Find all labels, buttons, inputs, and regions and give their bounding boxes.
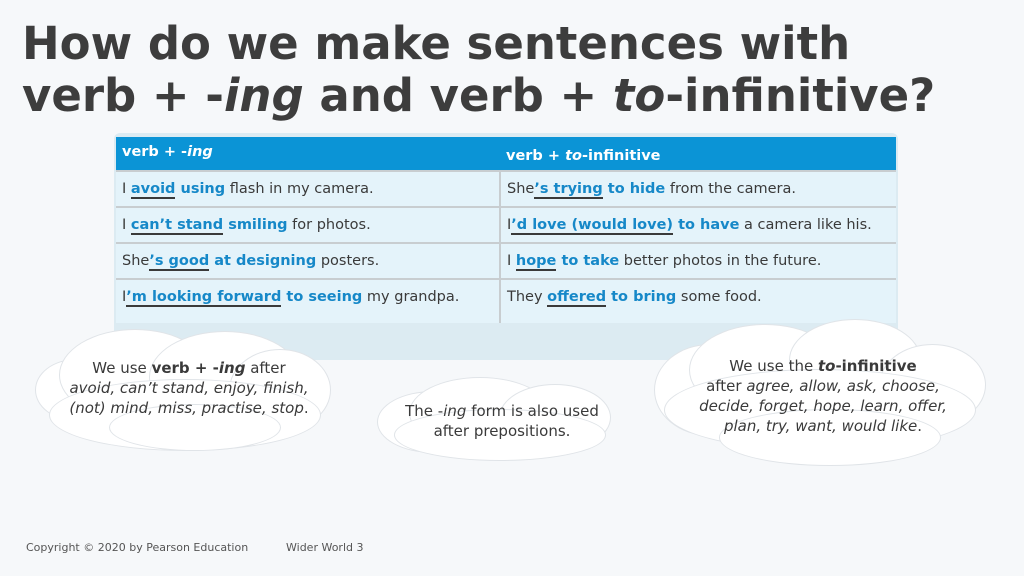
example-text: posters. — [316, 253, 380, 269]
example-text: better photos in the future. — [619, 253, 822, 269]
example-text: my grandpa. — [362, 289, 460, 305]
title-line-1: How do we make sentences with — [22, 17, 851, 70]
header-text: -infinitive — [581, 148, 661, 164]
example-to-infinitive — [500, 243, 896, 279]
bubble-text: ing — [443, 402, 467, 420]
bubble-text: form is also used after prepositions. — [433, 402, 599, 440]
bubble-text: We use — [92, 359, 152, 377]
example-text: a camera like his. — [739, 217, 872, 233]
footer-copyright: Copyright © 2020 by Pearson Education — [26, 541, 249, 554]
footer-book: Wider World 3 — [286, 541, 364, 554]
example-text: to bring — [606, 289, 677, 305]
example-text: I — [507, 253, 516, 269]
bubble-text: to — [817, 357, 836, 375]
example-text: flash in my camera. — [225, 181, 374, 197]
header-text: to — [565, 148, 582, 164]
bubble-text: -infinitive — [835, 357, 917, 375]
header-text: verb + — [506, 148, 566, 164]
title-part: verb + - — [22, 69, 224, 122]
bubble-text: verb + - — [151, 359, 219, 377]
table-row — [116, 171, 896, 207]
example-text: to have — [673, 217, 740, 233]
example-text: They — [507, 289, 548, 305]
example-text: for photos. — [287, 217, 371, 233]
example-text: to take — [556, 253, 620, 269]
example-text: ’s good — [149, 253, 210, 269]
example-text: I — [507, 217, 512, 233]
example-ing — [116, 171, 500, 207]
example-text: avoid — [130, 181, 176, 197]
bubble-text: . — [917, 417, 923, 435]
header-text: ing — [187, 144, 213, 160]
table-row — [116, 279, 896, 323]
bubble-text: after — [706, 377, 747, 395]
example-text: at designing — [209, 253, 317, 269]
table-row — [116, 243, 896, 279]
example-text: I — [122, 217, 131, 233]
example-text: some food. — [676, 289, 762, 305]
example-text: She — [507, 181, 535, 197]
example-text: ’d love (would love) — [511, 217, 674, 233]
example-text: from the camera. — [665, 181, 796, 197]
bubble-text: . — [303, 399, 309, 417]
bubble-text: after — [245, 359, 286, 377]
header-text: verb + - — [122, 144, 188, 160]
example-text: I — [122, 289, 127, 305]
title-part: and verb + — [303, 69, 613, 122]
example-to-infinitive — [500, 279, 896, 323]
example-text: ’m looking forward — [126, 289, 282, 305]
page-title — [22, 18, 1012, 122]
example-text: using — [175, 181, 226, 197]
example-to-infinitive — [500, 207, 896, 243]
bubble-text: agree, allow, ask, choose, decide, forget, hope, learn, offer, plan, try, want, would like — [699, 377, 947, 435]
bubble-text: ing — [218, 359, 246, 377]
title-part: to — [612, 69, 666, 122]
example-ing — [116, 243, 500, 279]
example-text: hope — [515, 253, 557, 269]
bubble-verb-ing — [64, 358, 314, 418]
bubble-to-infinitive — [694, 356, 952, 436]
title-part: ing — [223, 69, 304, 122]
example-text: She — [122, 253, 150, 269]
bubble-prepositions — [392, 401, 612, 441]
example-text: can’t stand — [130, 217, 224, 233]
example-text: to seeing — [281, 289, 363, 305]
example-text: to hide — [602, 181, 666, 197]
example-ing — [116, 279, 500, 323]
example-text: smiling — [223, 217, 288, 233]
header-verb-to-infinitive — [500, 137, 896, 171]
example-text: I — [122, 181, 131, 197]
bubble-text: The - — [405, 402, 444, 420]
example-text: offered — [547, 289, 607, 305]
header-verb-ing — [116, 137, 500, 171]
bubble-text: We use the — [729, 357, 818, 375]
title-part: -infinitive? — [665, 69, 936, 122]
example-ing — [116, 207, 500, 243]
grammar-table — [116, 137, 896, 323]
example-to-infinitive — [500, 171, 896, 207]
example-text: ’s trying — [534, 181, 603, 197]
table-row — [116, 207, 896, 243]
bubble-text: avoid, can’t stand, enjoy, finish, (not) mind, miss, practise, stop — [69, 379, 309, 417]
